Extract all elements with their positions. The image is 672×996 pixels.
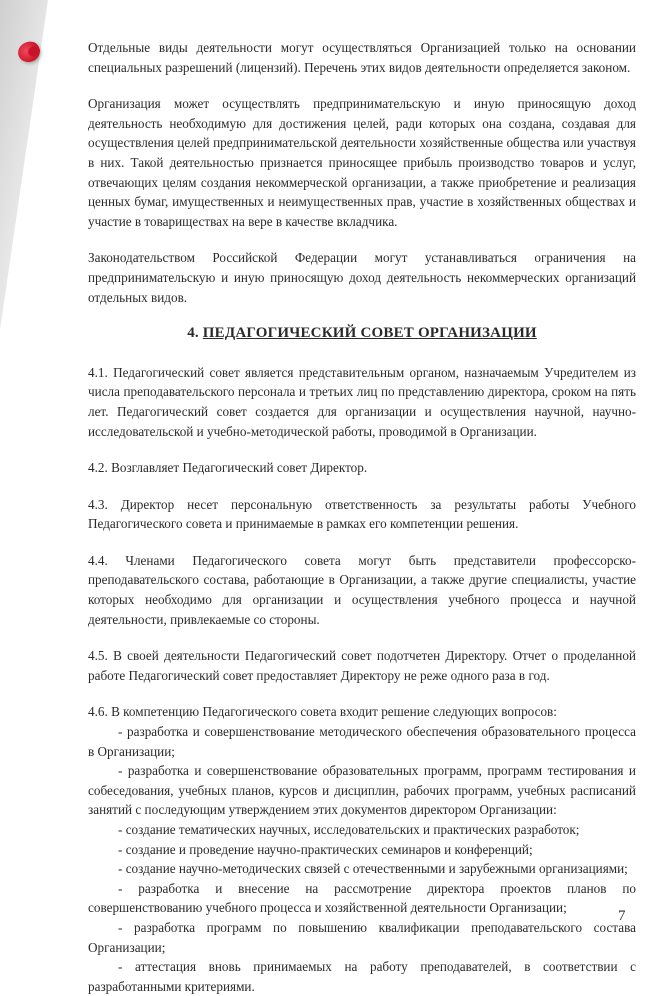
clause-4-6-intro: 4.6. В компетенцию Педагогического совета входит решение следующих вопросов: [88, 704, 557, 720]
section-heading [88, 324, 636, 344]
document-body [88, 38, 636, 996]
list-item: - создание тематических научных, исследовательских и практических разработок; [118, 822, 580, 837]
list-item: - создание и проведение научно-практических семинаров и конференций; [118, 841, 533, 857]
list-item: - разработка и внесение на рассмотрение директора проектов планов по совершенствованию учебного процесса и хозяйственной деятельности Организации; [88, 880, 636, 916]
list-item: - создание научно-методических связей с отечественными и зарубежными организациями; [118, 861, 628, 877]
section-number: 4. [187, 325, 199, 342]
clause-4-1: 4.1. Педагогический совет является представительным органом, назначаемым Учредителем из числа преподавательского персонала и третьих лиц по представлению директора, сроком на пять лет. Педагогический совет создается для организации и осуществления научной, научно-исследовательской и учебно-методической работы, проводимой в Организации. [88, 364, 636, 439]
paragraph-licenses: Отдельные виды деятельности могут осуществляться Организацией только на основании специальных разрешений (лицензий). Перечень этих видов деятельности определяется законом. [88, 40, 636, 75]
list-item: - разработка программ по повышению квалификации преподавательского состава Организации; [88, 919, 636, 955]
paragraph-entrepreneurial-activity: Организация может осуществлять предпринимательскую и иную приносящую доход деятельность необходимую для достижения целей, ради которых она создана, создавая для осуществления целей предпринимательской деятельности хозяйственные общества или участвуя в них. Такой деятельностью признается приносящее прибыль производство товаров и услуг, отвечающих целям создания некоммерческой организации, а также приобретение и реализация ценных бумаг, имущественных и неимущественных прав, участие в хозяйственных обществах и участие в товариществах на вере в качестве вкладчика. [88, 96, 636, 229]
list-item: - разработка и совершенствование образовательных программ, программ тестирования и собеседования, учебных планов, курсов и дисциплин, рабочих программ, учебных расписаний занятий с последующим утверждением этих документов директором Организации: [88, 763, 636, 818]
clause-4-5: 4.5. В своей деятельности Педагогический совет подотчетен Директору. Отчет о проделанной работе Педагогический совет предоставляет Директору не реже одного раза в год. [88, 648, 636, 683]
clause-4-4: 4.4. Членами Педагогического совета могут быть представители профессорско-преподавательского состава, работающие в Организации, а также другие специалисты, участие которых необходимо для организации и осуществления учебного процесса и научной деятельности, привлекаемые со стороны. [88, 552, 636, 627]
clause-4-3: 4.3. Директор несет персональную ответственность за результаты работы Учебного Педагогического совета и принимаемые в рамках его компетенции решения. [88, 496, 636, 532]
page-number: 7 [618, 908, 626, 924]
list-item: - аттестация вновь принимаемых на работу преподавателей, в соответствии с разработанными критериями. [88, 959, 636, 994]
clause-4-2: 4.2. Возглавляет Педагогический совет Директор. [88, 460, 368, 476]
section-title: ПЕДАГОГИЧЕСКИЙ СОВЕТ ОРГАНИЗАЦИИ [202, 325, 537, 342]
list-item: - разработка и совершенствование методического обеспечения образовательного процесса в Организации; [88, 724, 636, 759]
paragraph-legal-restrictions: Законодательством Российской Федерации могут устанавливаться ограничения на предпринимательскую и иную приносящую доход деятельность некоммерческих организаций отдельных видов. [88, 250, 636, 305]
